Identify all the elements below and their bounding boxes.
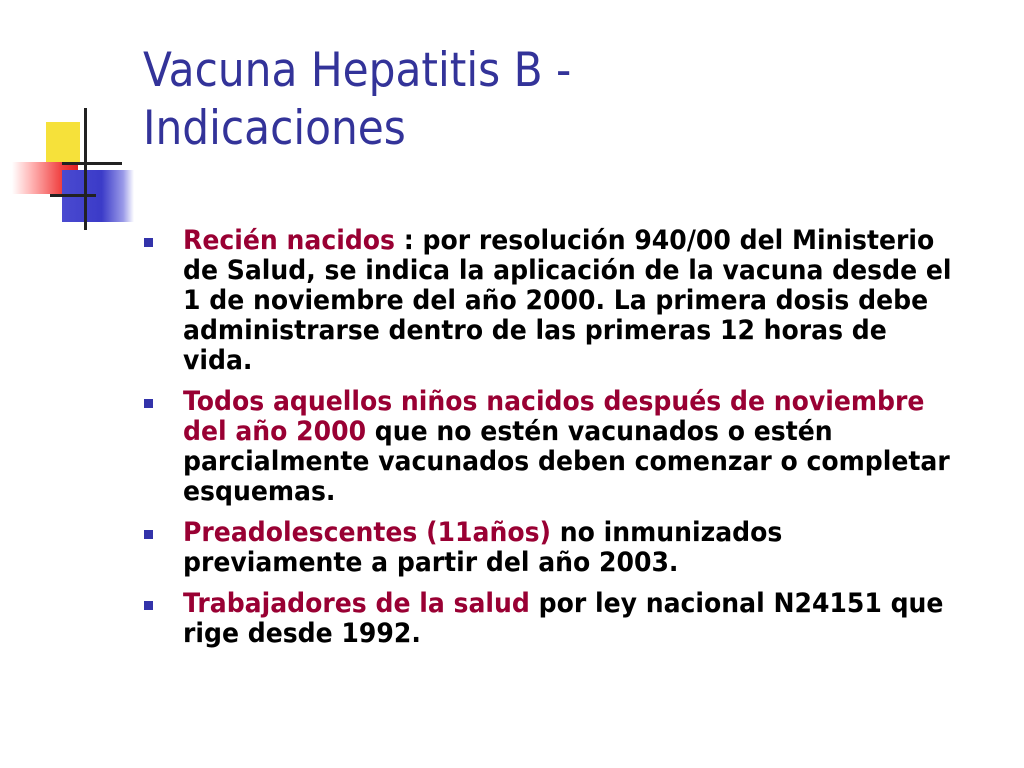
bullet-text <box>183 589 960 649</box>
bullet-text <box>183 518 960 578</box>
bullet-highlight: Preadolescentes (11años) <box>183 517 552 548</box>
bullet-item <box>142 518 1002 578</box>
decorative-corner-graphic <box>0 100 150 230</box>
bullet-text <box>183 226 960 376</box>
bullet-body: por ley nacional N24151 que rige desde 1992. <box>183 588 944 649</box>
bullet-list <box>142 226 1002 660</box>
bullet-item <box>142 387 1002 507</box>
square-bullet-icon <box>144 238 153 247</box>
bullet-highlight: Trabajadores de la salud <box>183 588 530 619</box>
bullet-body: no inmunizados previamente a partir del año 2003. <box>183 517 783 578</box>
horizontal-line-shape <box>50 194 96 197</box>
square-bullet-icon <box>144 530 153 539</box>
square-bullet-icon <box>144 399 153 408</box>
yellow-square-shape <box>46 122 80 164</box>
bullet-highlight: Recién nacidos <box>183 225 395 256</box>
bullet-highlight: Todos aquellos niños nacidos después de noviembre del año 2000 <box>183 386 925 447</box>
bullet-body: que no estén vacunados o estén parcialmente vacunados deben comenzar o completar esquemas. <box>183 416 950 507</box>
bullet-item <box>142 589 1002 649</box>
slide-title <box>143 42 917 158</box>
slide-title-line: Vacuna Hepatitis B - <box>143 43 572 98</box>
horizontal-line-shape <box>62 162 122 165</box>
slide-title-line: Indicaciones <box>143 101 406 156</box>
vertical-line-shape <box>84 108 87 230</box>
square-bullet-icon <box>144 601 153 610</box>
bullet-text <box>183 387 960 507</box>
bullet-item <box>142 226 1002 376</box>
bullet-body: : por resolución 940/00 del Ministerio de Salud, se indica la aplicación de la vacuna desde el 1 de noviembre del año 2000. La primera dosis debe administrarse dentro de las primeras 12 horas de vida. <box>183 225 952 376</box>
